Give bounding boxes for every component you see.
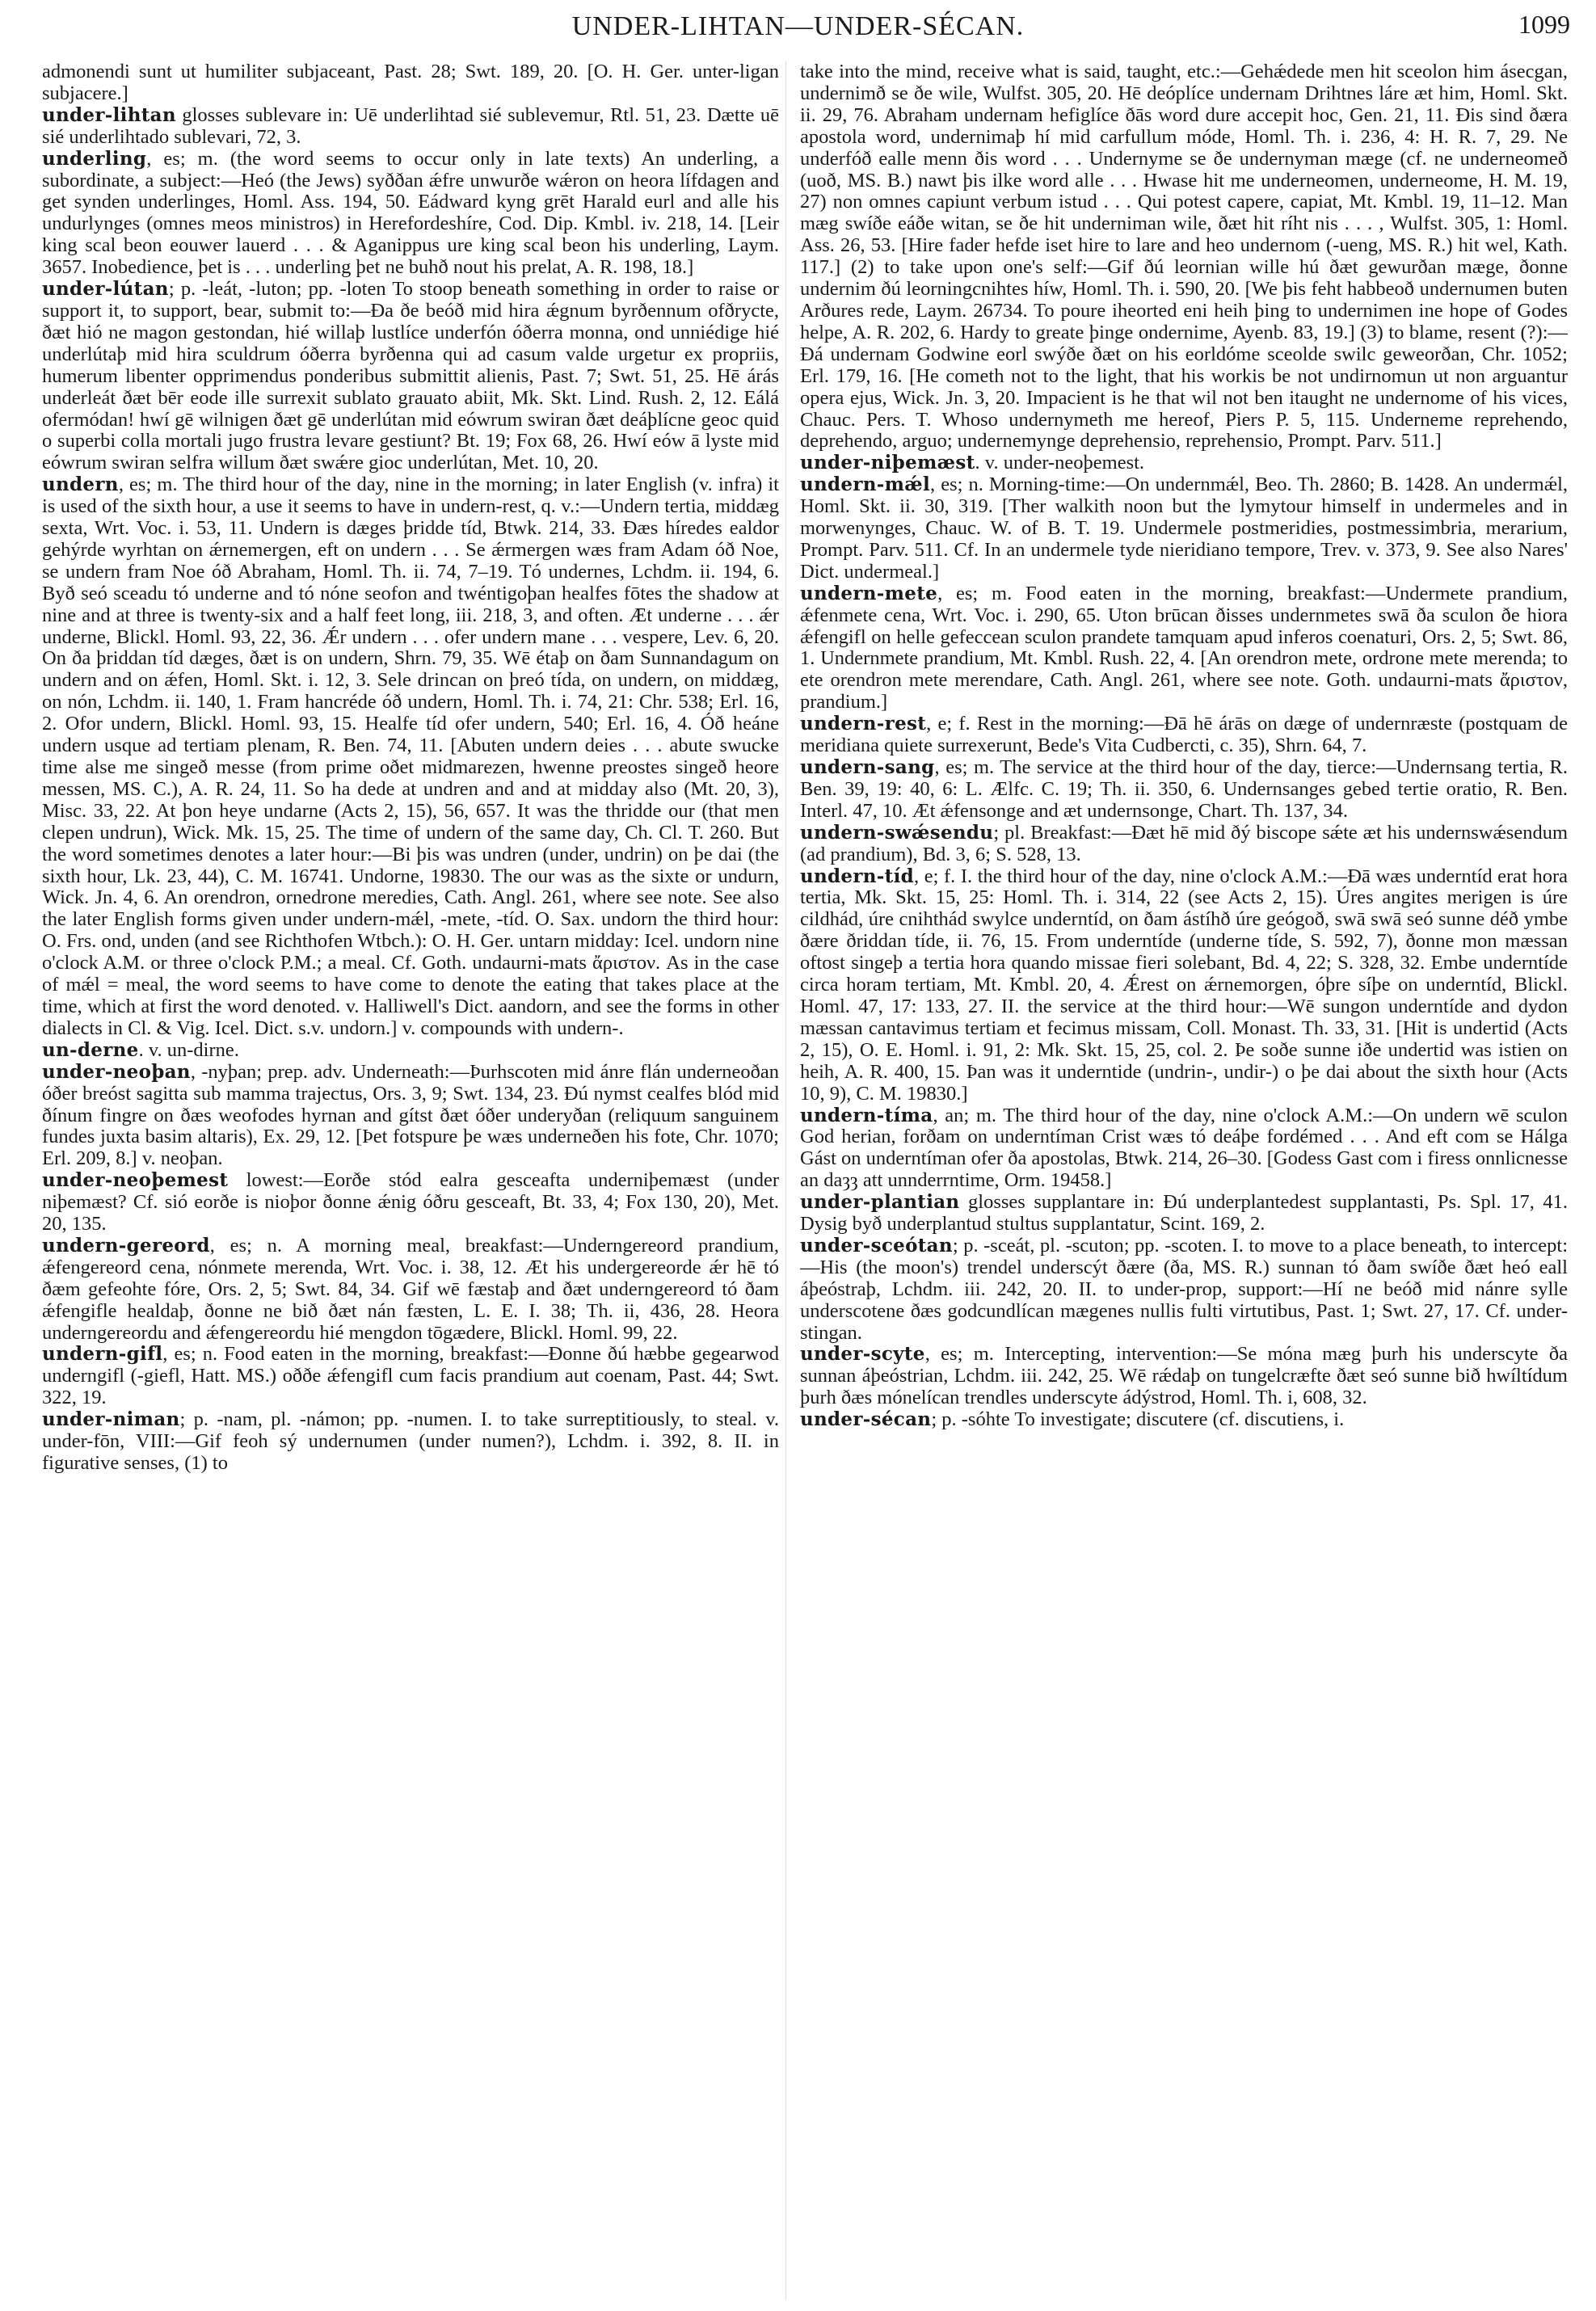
dictionary-entry [800, 757, 1568, 823]
column-divider [785, 61, 786, 2300]
entry-text: , e; f. I. the third hour of the day, nine o'clock A.M.:—Ðā wæs underntíd erat hora tertia, Mk. Skt. 15, 25: Homl. Th. i. 314, 22 (see Acts 2, 15). Úres angites merigen is úre cildhád, úre cnihthád swylce underntíd, on ðam ástíhð úre geógoð, swā swā seó sunne déð ymbe ðære ðriddan tíde, ii. 76, 15. From underntíde (underne tíde, S. 592, 7), ðonne mon mæssan oftost singeþ a tertia hora quando missae fieri solebant, Bd. 4, 22; S. 328, 32. Embe underntíde circa horam tertiam, Mt. Kmbl. 20, 4. Ǽrest on ǽrnemorgen, óþre síþe on underntíd, Blickl. Homl. 47, 17: 133, 27. II. the service at the third hour:—Wē sungon underntíde and dydon mæssan cantavimus tertiam et fecimus missam, Coll. Monast. Th. 33, 31. [Hit is undertid (Acts 2, 15), O. E. Homl. i. 91, 2: Mk. Skt. 15, 25, col. 2. Þe soðe sunne iðe undertid was istien on heih, A. R. 400, 15. Þan was it underntide (undrin-, undir-) o þe dai about the sixth hour (Acts 10, 9), C. M. 19830.] [800, 865, 1568, 1105]
dictionary-entry [800, 866, 1568, 1105]
entry-headword: under-neoþan [42, 1060, 191, 1083]
entry-text: , es; m. The third hour of the day, nine in the morning; in later English (v. infra) it is used of the sixth hour, a use it seems to have in undern-rest, q. v.:—Undern tertia, middæg sexta, Wrt. Voc. i. 53, 11. Undern is dæges þridde tíd, Btwk. 214, 33. Ðæs híredes ealdor gehýrde wyrhtan on ǽrnemergen, eft on undern . . . Se ǽrmergen wæs fram Adam óð Noe, se undern fram Noe óð Abraham, Homl. Th. ii. 74, 7–19. Tó undernes, Lchdm. ii. 194, 6. Byð seó sceadu tó underne and tó nóne seofon and twéntigoþan healfes fōtes the shadow at nine and at three is twenty-six and a half feet long, iii. 218, 3, and often. Æt underne . . . ǽr underne, Blickl. Homl. 93, 22, 36. Ǽr undern . . . ofer undern mane . . . vespere, Lev. 6, 20. On ða þriddan tíd dæges, ðæt is on undern, Shrn. 79, 35. Wē étaþ on ðam Sunnandagum on undern and on ǽfen, Homl. Skt. i. 12, 3. Sele drincan on þreó tída, on undern, on middæg, on nón, Lchdm. ii. 140, 1. Fram hancréde óð undern, Homl. Th. i. 74, 21: Chr. 538; Erl. 16, 2. Ofor undern, Blickl. Homl. 93, 15. Healfe tíd ofer undern, 540; Erl. 16, 4. Óð heáne undern usque ad tertiam plenam, R. Ben. 74, 11. [Abuten undern deies . . . abute swucke time alse me singeð messe (from prime oðet midmarezen, hwenne preostes singeð heore messen, MS. C.), A. R. 24, 11. So ha dede at undren and and at midday also (Mt. 20, 3), Misc. 33, 22. At þon heye undarne (Acts 2, 15), 56, 657. It was the thridde our (that men clepen undrun), Wick. Mk. 15, 25. The time of undern of the same day, Ch. Cl. T. 260. But the word sometimes denotes a later hour:—Bi þis was undren (under, undrin) on þe dai (the sixth hour, Lk. 23, 44), C. M. 16741. Undorne, 19830. The our was as the sixte or undurn, Wick. Jn. 4, 6. An orendron, ornedrone meredies, Cath. Angl. 261, where see note. See also the later English forms given under undern-mǽl, -mete, -tíd. O. Sax. undorn the third hour: O. Frs. ond, unden (and see Richthofen Wtbch.): O. H. Ger. untarn midday: Icel. undorn nine o'clock A.M. or three o'clock P.M.; a meal. Cf. Goth. undaurni-mats ἄριστον. As in the case of mǽl = meal, the word seems to have come to denote the eating that takes place at the time, which at first the word denoted. v. Halliwell's Dict. aandorn, and see the forms in other dialects in Cl. & Vig. Icel. Dict. s.v. undorn.] v. compounds with undern-. [42, 474, 779, 1039]
entry-text: lowest:—Eorðe stód ealra gesceafta underniþemæst (under niþemæst? Cf. sió eorðe is nioþor ðonne ǽnig óðru gesceaft, Bt. 33, 4; Fox 130, 20), Met. 20, 135. [42, 1169, 779, 1235]
dictionary-entry [800, 823, 1568, 866]
dictionary-entry [800, 714, 1568, 757]
dictionary-entry [800, 1344, 1568, 1409]
entry-text: ; p. -nam, pl. -námon; pp. -numen. I. to take surreptitiously, to steal. v. under-fōn, VIII:—Gif feoh sý undernumen (under numen?), Lchdm. i. 392, 8. II. in figurative senses, (1) to [42, 1408, 779, 1474]
entry-headword: under-lihtan [42, 103, 176, 126]
entry-text: , an; m. The third hour of the day, nine o'clock A.M.:—On undern wē sculon God herian, forðam on underntíman Crist wæs tó deáþe fordémed . . . And eft com se Hálga Gást on underntíman ofer ða apostolas, Btwk. 214, 26–30. [Godess Gast com i firess onnlicnesse an daȝȝ att unnderrntime, Orm. 19458.] [800, 1104, 1568, 1192]
entry-text: , es; m. Intercepting, intervention:—Se móna mæg þurh his underscyte ða sunnan áþeóstrian, Lchdm. iii. 242, 25. Wē rǽdaþ on tungelcræfte ðæt seó sunne bið hwíltídum þurh ðæs mónelícan trendles underscyte ádýstrod, Homl. Th. i, 608, 32. [800, 1343, 1568, 1409]
left-column [42, 61, 779, 2304]
entry-text: glosses supplantare in: Ðú underplantedest supplantasti, Ps. Spl. 17, 41. Dysig byð underplantud stultus supplantatur, Scint. 169, 2. [800, 1191, 1568, 1235]
dictionary-entry [42, 1344, 779, 1409]
dictionary-entry [42, 1235, 779, 1345]
entry-headword: under-plantian [800, 1191, 960, 1214]
dictionary-entry [42, 61, 779, 105]
entry-headword: undern-gifl [42, 1343, 163, 1366]
dictionary-entry [42, 1062, 779, 1171]
dictionary-entry [42, 1409, 779, 1475]
entry-text: ; p. -sceát, pl. -scuton; pp. -scoten. I. to move to a place beneath, to intercept:—His (the moon's) trendel underscýt ðære (ða, MS. R.) sunnan tó ðam swíðe ðæt heó eall áþeóstraþ, Lchdm. iii. 242, 20. II. to under-prop, support:—Hí ne beóð mid nánre sylle underscotene ðæs godcundlícan mægenes nullis fulti virtutibus, Past. 1; Swt. 27, 17. Cf. under-stingan. [800, 1234, 1568, 1344]
entry-text: ; p. -sóhte To investigate; discutere (cf. discutiens, i. [931, 1408, 1345, 1431]
entry-headword: undern [42, 474, 119, 496]
entry-headword: undern-swǽsendu [800, 821, 994, 844]
entry-headword: under-sécan [800, 1408, 932, 1431]
entry-headword: un-derne [42, 1038, 139, 1061]
entry-headword: under-sceótan [800, 1234, 953, 1257]
entry-headword: undern-tíma [800, 1104, 933, 1126]
entry-text: take into the mind, receive what is said, taught, etc.:—Gehǽdede men hit sceolon him ásecgan, undernimð se ðe wile, Wulfst. 305, 20. Hē deóplíce undernam Drihtnes láre æt him, Homl. Skt. ii. 29, 76. Abraham undernam hefiglíce ðās word dure accepit hoc, Gen. 21, 11. Ðis sind ðæra apostola word, undernimaþ hí mid carfullum móde, Homl. Th. i. 236, 4: H. R. 7, 29. Ne underfóð ealle menn ðis word . . . Undernyme se ðe undernyman mæge (cf. ne underneomeð (uoð, MS. B.) nawt þis ilke word alle . . . Hwase hit me underneomen, underneome, H. M. 19, 27) non omnes capiunt verbum istud . . . Qui potest capere, capiat, Mt. Kmbl. 19, 11–12. Man mæg swíðe eáðe witan, se ðe hit underniman wile, ðæt hit ríht nis . . . , Wulfst. 305, 1: Homl. Ass. 26, 53. [Hire fader hefde iset hire to lare and heo undernom (-ueng, MS. R.) hit wel, Kath. 117.] (2) to take upon one's self:—Gif ðú leornian wille hú ðæt gewurðan mæge, ðonne undernim ðú leorningcnihtes híw, Homl. Th. i. 590, 20. [We þis feht habbeoð undernumen buten Arðures rede, Laym. 26734. To poure iheorted eni heih þing to undernimen ine hope of Godes helpe, A. R. 202, 6. Hardy to greate þinge ondernime, Ayenb. 83, 19.] (3) to blame, resent (?):—Ðá undernam Godwine eorl swýðe ðæt on his eorldóme sceolde swilc geweorðan, Chr. 1052; Erl. 179, 16. [He cometh not to the light, that his workis be not undirnomun ut non arguantur opera ejus, Wick. Jn. 3, 20. Impacient is he that wil not ben itaught ne undernome of his vices, Chauc. Pers. T. Whoso undernymeth me hereof, Piers P. 5, 115. Underneme reprehendo, deprehendo, arguo; undernemynge deprehensio, reprehensio, Prompt. Parv. 511.] [800, 61, 1568, 453]
entry-text: . v. un-dirne. [138, 1038, 239, 1061]
entry-headword: undern-mete [800, 582, 938, 604]
dictionary-entry [800, 583, 1568, 714]
entry-text: admonendi sunt ut humiliter subjaceant, Past. 28; Swt. 189, 20. [O. H. Ger. unter-ligan subjacere.] [42, 61, 779, 104]
entry-text: , es; m. The service at the third hour of the day, tierce:—Undernsang tertia, R. Ben. 39, 19: 40, 6: L. Ælfc. C. 19; Th. ii. 350, 6. Undernsanges gebed tertie oratio, R. Ben. Interl. 47, 10. Æt ǽfensonge and æt undernsonge, Chart. Th. 137, 34. [800, 756, 1568, 822]
entry-headword: underling [42, 147, 147, 170]
dictionary-entry [800, 474, 1568, 583]
entry-headword: under-niman [42, 1408, 180, 1431]
entry-headword: undern-tíd [800, 865, 914, 887]
entry-headword: undern-gereord [42, 1234, 210, 1257]
dictionary-entry [42, 149, 779, 279]
right-column [800, 61, 1568, 2304]
entry-headword: under-scyte [800, 1343, 925, 1366]
entry-headword: under-neoþemest [42, 1169, 229, 1192]
page-number: 1099 [1518, 10, 1570, 39]
page-header [0, 6, 1596, 55]
dictionary-entry [42, 105, 779, 149]
dictionary-entry [800, 453, 1568, 474]
entry-headword: under-niþemæst [800, 452, 975, 474]
dictionary-entry [800, 1105, 1568, 1193]
dictionary-entry [42, 1170, 779, 1235]
entry-text: ; pl. Breakfast:—Ðæt hē mid ðý biscope sǽte æt his undernswǽsendum (ad prandium), Bd. 3, 6; S. 528, 13. [800, 821, 1568, 865]
entry-headword: undern-sang [800, 756, 935, 778]
entry-text: ; p. -leát, -luton; pp. -loten To stoop beneath something in order to raise or support it, to support, bear, submit to:—Ða ðe beóð mid hira ǽgnum byrðennum ofðrycte, ðæt hió ne magon gestondan, hié willaþ lustlíce underfón óðerra monna, ond unniédige hié underlútaþ mid hira sculdrum óðerra byrðenna qui ad casum valde urgetur ex propriis, humerum libenter opprimendus ponderibus submittit alienis, Past. 7; Swt. 51, 25. Hē árás underleát ðæt bēr eode ille surrexit sublato grauato abiit, Mk. Skt. Lind. Rush. 2, 12. Eálá ofermódan! hwí gē wilnigen ðæt gē underlútan mid eówrum swiran ðæt deáþlícne geoc quid o superbi colla mortali jugo frustra levare gestiunt? Bt. 19; Fox 68, 26. Hwí eów ā lyste mid eówrum swiran selfra willum ðæt swǽre gioc underlútan, Met. 10, 20. [42, 278, 779, 474]
entry-text: . v. under-neoþemest. [975, 452, 1145, 474]
entry-text: , -nyþan; prep. adv. Underneath:—Þurhscoten mid ánre flán underneoðan óðer breóst sagitta sub mamma trajectus, Ors. 3, 9; Swt. 134, 23. Ðú nymst cealfes blód mid ðínum fingre on ðæs weofodes hyrnan and gítst ðæt óðer underyðan (reliquum sanguinem fundes juxta basim altaris), Ex. 29, 12. [Þet fotspure þe wæs underneðen his fote, Chr. 1070; Erl. 209, 8.] v. neoþan. [42, 1060, 779, 1170]
entry-text: glosses sublevare in: Uē underlihtad sié sublevemur, Rtl. 51, 23. Dætte uē sié underlihtado sublevari, 72, 3. [42, 103, 779, 148]
dictionary-entry [42, 474, 779, 1040]
dictionary-entry [800, 61, 1568, 453]
entry-text: , es; n. Morning-time:—On undernmǽl, Beo. Th. 2860; B. 1428. An undermǽl, Homl. Skt. ii. 30, 319. [Ther walkith noon but the lymytour himself in undermeles and in morwenynges, Chauc. W. of B. T. 19. Undermele postmeridies, postmessimbria, merarium, Prompt. Parv. 511. Cf. In an undermele tyde nieridiano tempore, Trev. v. 373, 9. See also Nares' Dict. undermeal.] [800, 474, 1568, 583]
running-title: UNDER-LIHTAN—UNDER-SÉCAN. [571, 11, 1025, 41]
entry-headword: under-lútan [42, 278, 169, 301]
entry-text: , e; f. Rest in the morning:—Ðā hē árās on dæge of undernræste (postquam de meridiana quiete surrexerunt, Bede's Vita Cudbercti, c. 35), Shrn. 64, 7. [800, 713, 1568, 757]
entry-headword: undern-rest [800, 713, 927, 735]
dictionary-entry [800, 1409, 1568, 1431]
dictionary-entry [800, 1192, 1568, 1235]
entry-text: , es; n. Food eaten in the morning, breakfast:—Ðonne ðú hæbbe gegearwod underngifl (-giefl, Hatt. MS.) oððe ǽfengifl cum facis prandium aut coenam, Past. 44; Swt. 322, 19. [42, 1343, 779, 1409]
entry-headword: undern-mǽl [800, 474, 931, 496]
entry-text: , es; m. (the word seems to occur only in late texts) An underling, a subordinate, a subject:—Heó (the Jews) syððan ǽfre unwurðe wǽron on heora lífdagen and get synden underlinges, Homl. Ass. 194, 50. Eádward kyng grēt Harald eurl and alle his undurlynges (omnes meos ministros) in Herefordeshíre, Cod. Dip. Kmbl. iv. 218, 14. [Leir king scal beon eouwer lauerd . . . & Aganippus ure king scal beon his underling, Laym. 3657. Inobedience, þet is . . . underling þet ne buhð nout his prelat, A. R. 198, 18.] [42, 147, 779, 279]
entry-text: , es; n. A morning meal, breakfast:—Underngereord prandium, ǽfengereord cena, nónmete merenda, Wrt. Voc. i. 38, 12. Æt his undergereorde ǽr hē tó ðæm gefeohte fóre, Ors. 2, 5; Swt. 84, 34. Gif wē fæstaþ and ðæt underngereord tó ðam ǽfengifle healdaþ, ðonne ne bið ðæt nán fæsten, L. E. I. 38; Th. ii, 436, 28. Heora underngereordu and ǽfengereordu hié mengdon tōgædere, Blickl. Homl. 99, 22. [42, 1234, 779, 1344]
dictionary-entry [42, 279, 779, 474]
dictionary-entry [800, 1235, 1568, 1345]
dictionary-entry [42, 1040, 779, 1062]
entry-text: , es; m. Food eaten in the morning, breakfast:—Undermete prandium, ǽfenmete cena, Wrt. Voc. i. 290, 65. Uton brūcan ðisses undernmetes swā ða sculon ðe hiora ǽfengifl on helle gefeccean sculon prandete tamquam apud inferos coenaturi, Ors. 2, 5; Swt. 86, 1. Undernmete prandium, Mt. Kmbl. Rush. 22, 4. [An orendron mete, ordrone mete merenda; to ete orendron mete merendare, Cath. Angl. 261, where see note. Goth. undaurni-mats ἄριστον, prandium.] [800, 582, 1568, 714]
